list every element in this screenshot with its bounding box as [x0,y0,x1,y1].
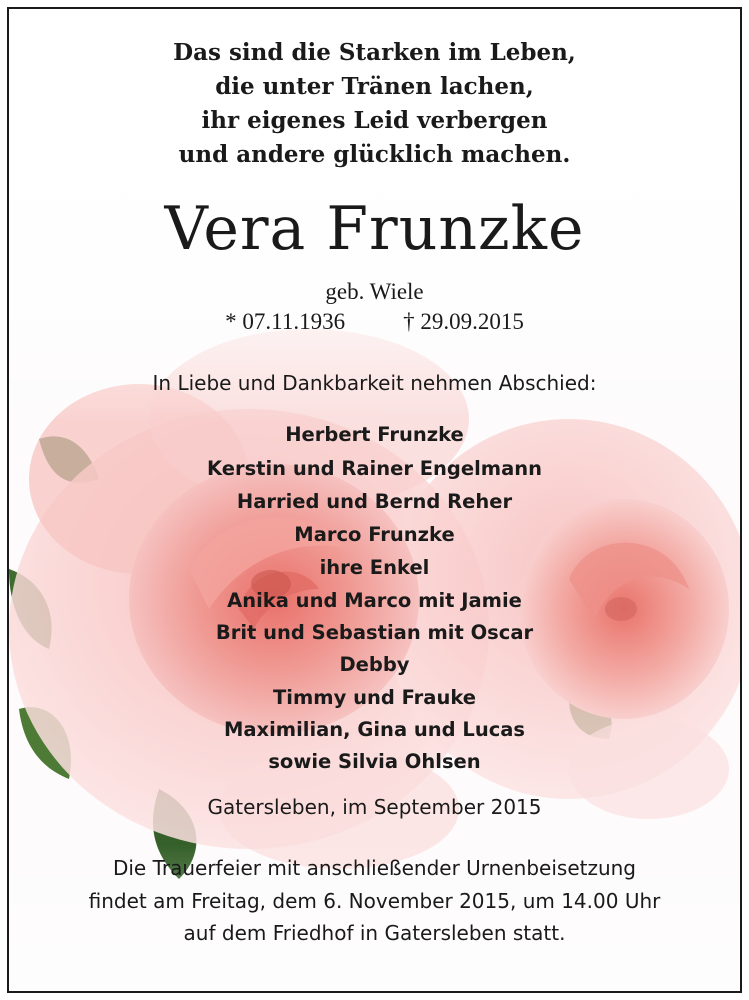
mourner-line: Harried und Bernd Reher [236,490,513,513]
mourner-line: Herbert Frunzke [285,423,464,446]
mourner-line: Marco Frunzke [294,523,455,546]
mourner-line: Anika und Marco mit Jamie [227,589,522,612]
place-and-date: Gatersleben, im September 2015 [207,795,542,819]
death-date: † 29.09.2015 [403,309,524,334]
mourner-line: sowie Silvia Ohlsen [268,750,481,773]
mourner-line: ihre Enkel [319,556,430,579]
life-dates [9,309,740,335]
mourner-line: Kerstin und Rainer Engelmann [206,457,543,480]
poem-line: ihr eigenes Leid verbergen [201,107,548,134]
poem-line: die unter Tränen lachen, [215,73,534,100]
obituary-frame [7,7,742,993]
mourner-line: Maximilian, Gina und Lucas [223,718,526,741]
birth-date: * 07.11.1936 [225,309,346,334]
funeral-notice-line: findet am Freitag, dem 6. November 2015, um 14.00 Uhr [88,889,661,913]
deceased-name: Vera Frunzke [164,194,585,264]
maiden-name: geb. Wiele [325,279,424,304]
obituary-text [9,9,740,991]
funeral-notice-line: auf dem Friedhof in Gatersleben statt. [183,921,566,945]
mourner-line: Timmy und Frauke [272,686,477,709]
poem-line: und andere glücklich machen. [178,141,571,168]
farewell-intro: In Liebe und Dankbarkeit nehmen Abschied: [152,371,597,395]
mourner-line: Debby [339,653,410,676]
poem-line: Das sind die Starken im Leben, [173,39,576,66]
funeral-notice-line: Die Trauerfeier mit anschließender Urnenbeisetzung [112,856,637,880]
mourner-line: Brit und Sebastian mit Oscar [215,621,534,644]
